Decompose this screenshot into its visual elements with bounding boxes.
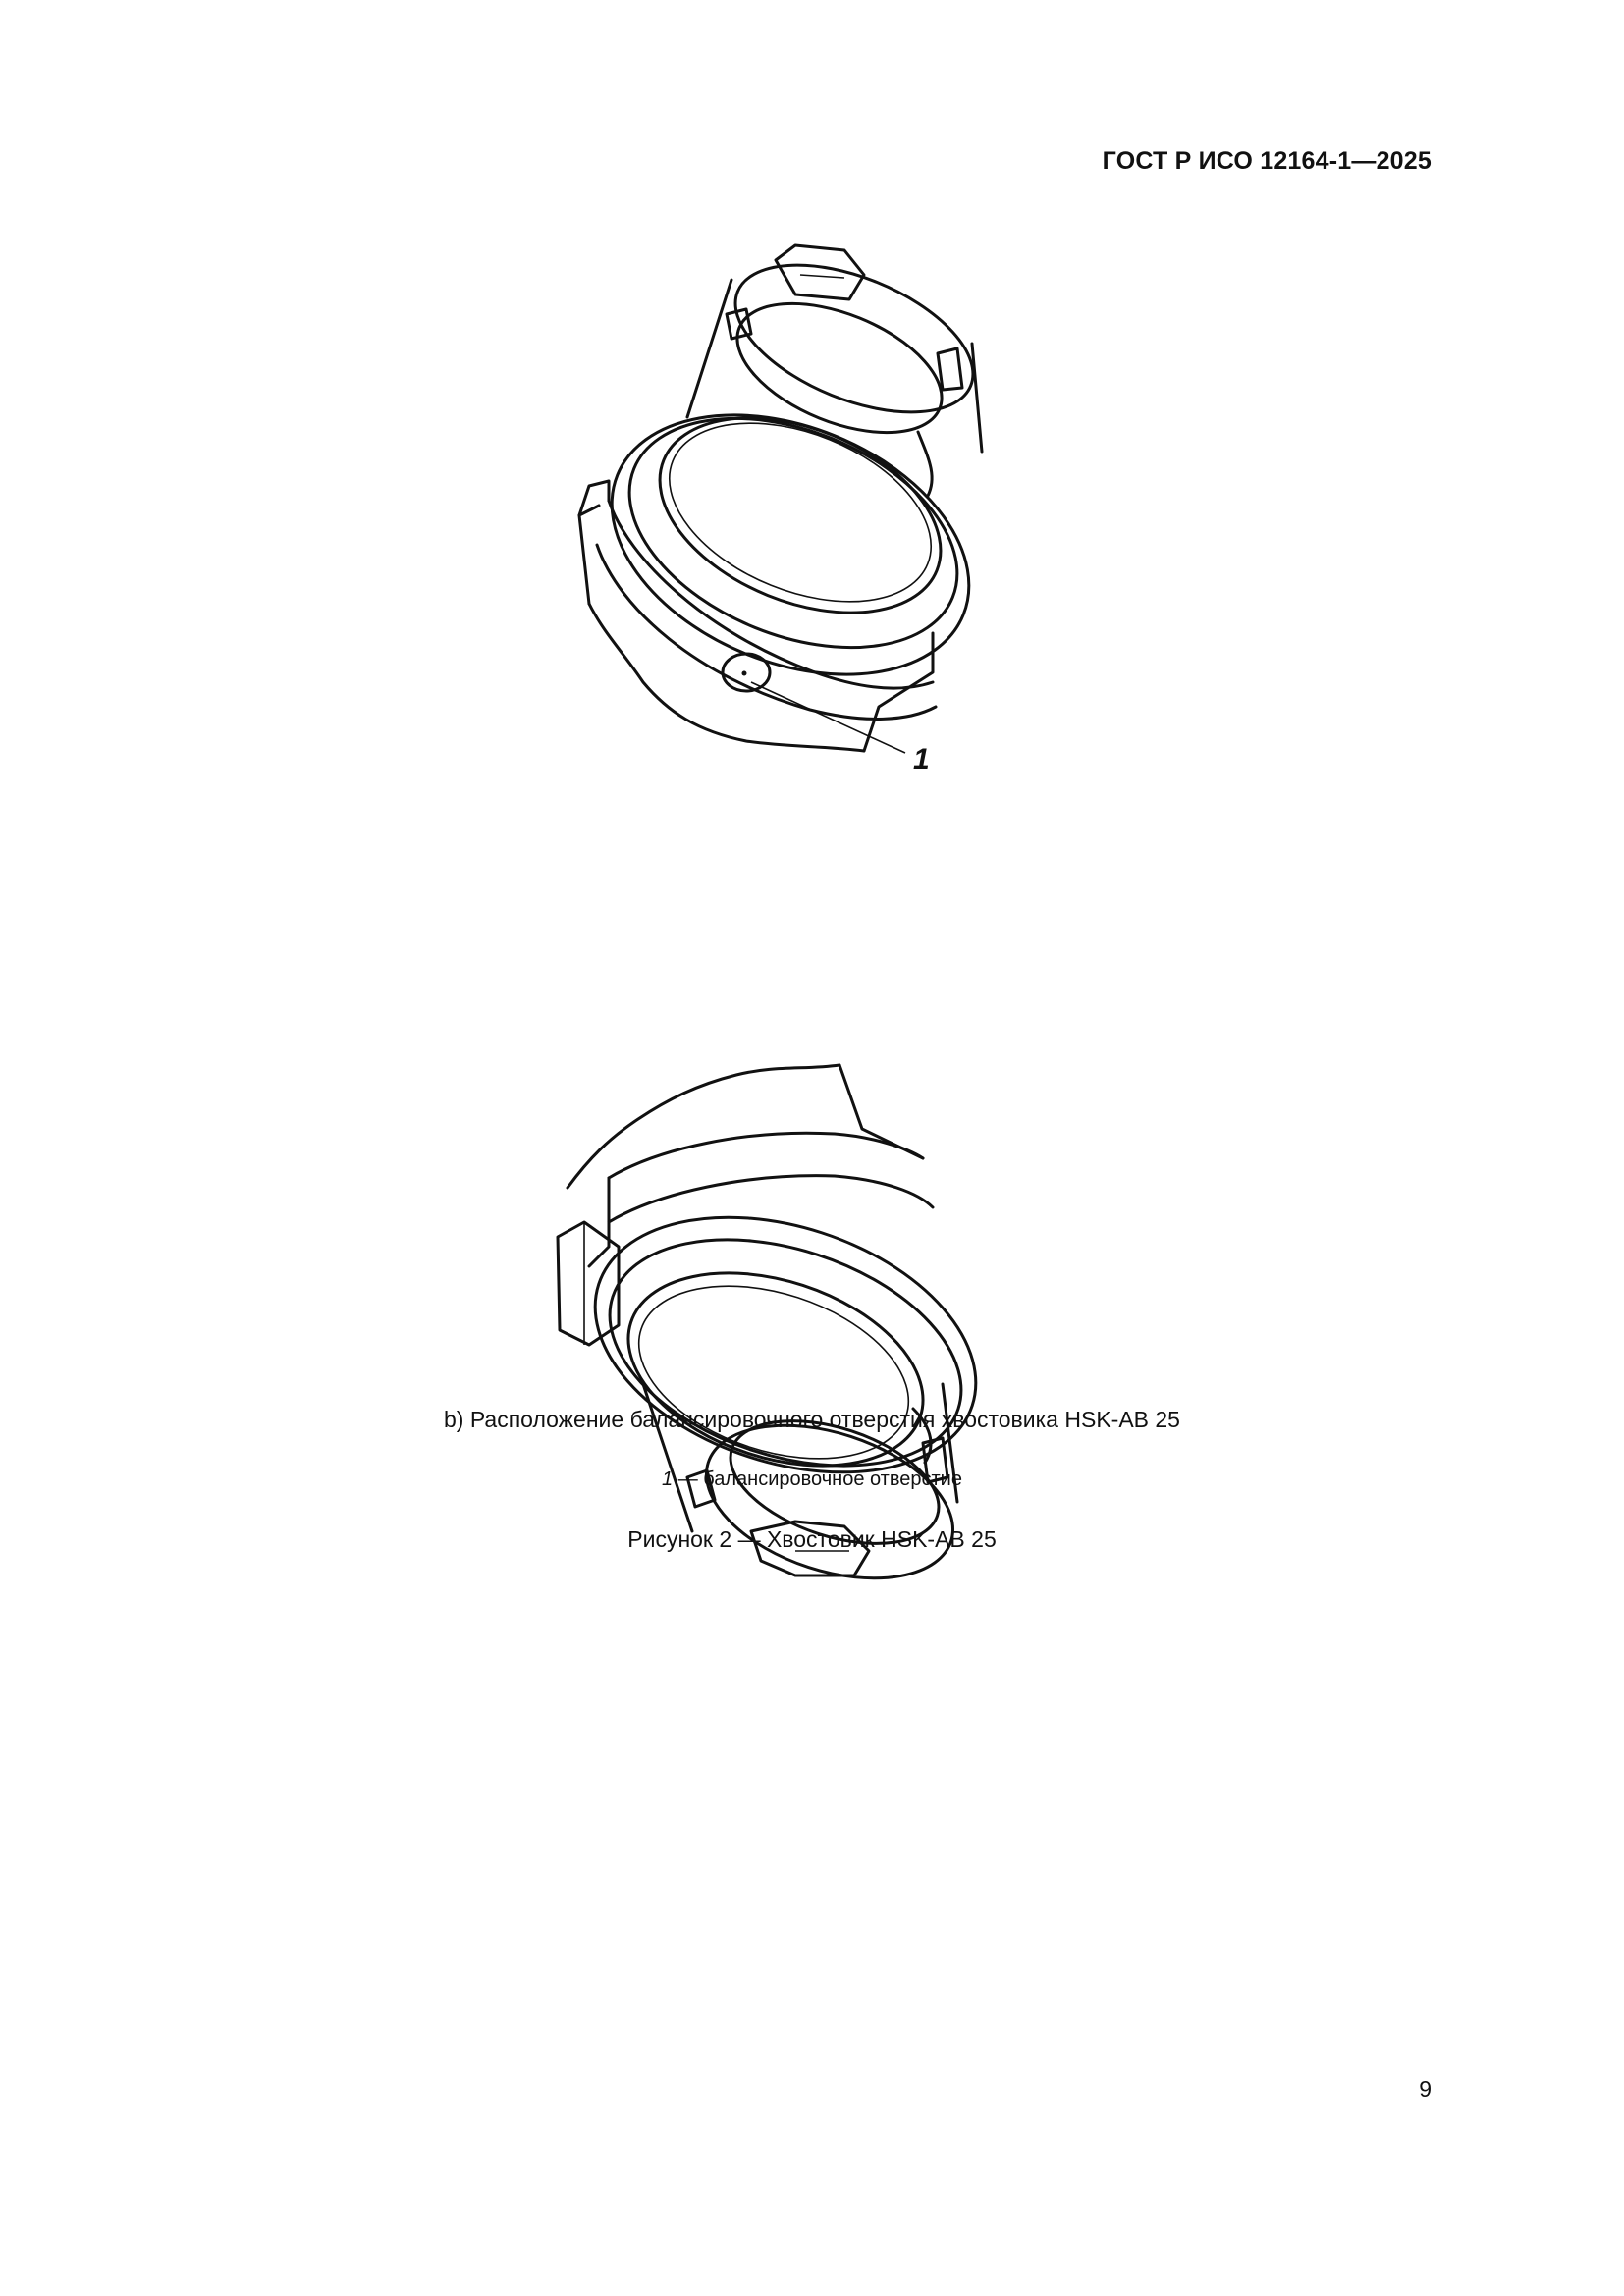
- shank-drawing-bottom: [550, 834, 1001, 1610]
- figure-legend: [0, 1468, 1624, 1491]
- legend-number: 1: [662, 1468, 674, 1490]
- figure-subcaption: b) Расположение балансировочного отверстия хвостовика HSK-AB 25: [444, 1407, 1180, 1432]
- legend-text: — балансировочное отверстие: [673, 1468, 962, 1490]
- document-header: ГОСТ Р ИСО 12164-1—2025: [1102, 147, 1432, 175]
- page-number: 9: [1419, 2076, 1432, 2102]
- callout-label-1: 1: [913, 743, 930, 775]
- figure-caption: Рисунок 2 — Хвостовик HSK-AB 25: [627, 1526, 997, 1552]
- shank-drawing-top: [550, 221, 1001, 810]
